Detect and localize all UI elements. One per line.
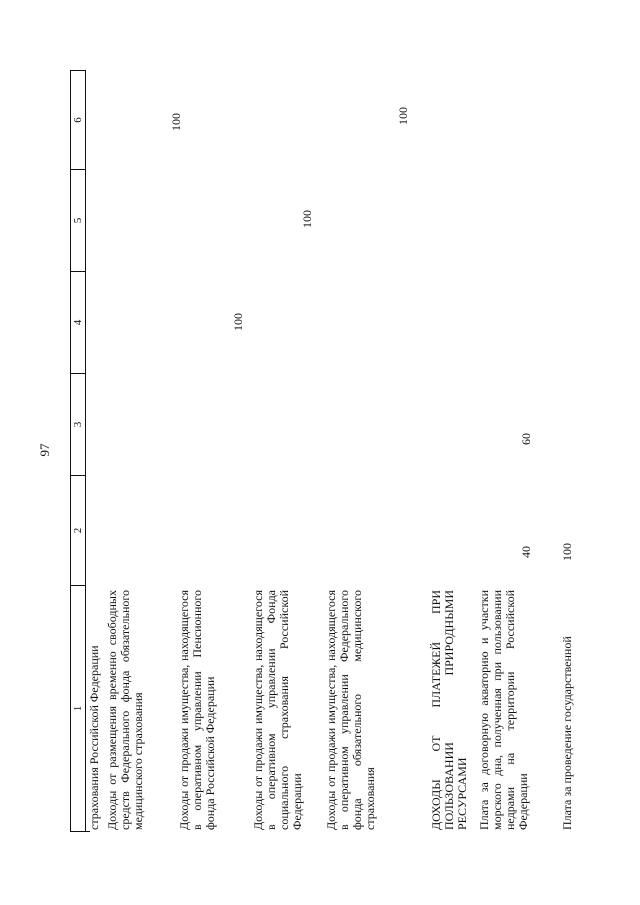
- row-value-col-6: 100: [169, 113, 183, 131]
- row-value-col-2: 100: [560, 543, 574, 561]
- row-value-col-3: 60: [519, 433, 533, 445]
- row-description: Доходы от продажи имущества, находящегося в оперативном управлении Фонда социального страхования Российской Федерации: [251, 590, 304, 830]
- header-col-4: 4: [71, 271, 85, 373]
- row-value-col-5: 100: [300, 210, 314, 228]
- row-value-col-4: 100: [231, 313, 245, 331]
- row-description: страхования Российской Федерации: [87, 645, 101, 830]
- header-col-5: 5: [71, 169, 85, 271]
- budget-table: [70, 70, 614, 832]
- row-value-col-6: 100: [396, 107, 410, 125]
- row-description: Доходы от продажи имущества, находящегося в оперативном управлении Федерального фонда обязательного медицинского страхования: [324, 590, 377, 830]
- left-border: [86, 831, 90, 832]
- header-col-2: 2: [71, 475, 85, 585]
- header-col-3: 3: [71, 373, 85, 475]
- table-header: [70, 70, 86, 832]
- page-number: 97: [37, 443, 52, 457]
- header-col-6: 6: [72, 117, 84, 123]
- row-description: Плата за договорную акваторию и участки морского дна, полученная при пользовании недрами на территории Российской Федерации: [477, 590, 530, 830]
- row-description: Доходы от продажи имущества, находящегося в оперативном управлении Пенсионного фонда Российской Федерации: [177, 590, 217, 830]
- row-value-col-2: 40: [519, 546, 533, 558]
- header-col-1: 1: [71, 585, 85, 831]
- row-description: Плата за проведение государственной: [560, 636, 574, 830]
- row-description: Доходы от размещения временно свободных средств Федерального фонда обязательного медицинского страхования: [105, 590, 145, 830]
- row-description: ДОХОДЫ ОТ ПЛАТЕЖЕЙ ПРИ ПОЛЬЗОВАНИИ ПРИРОДНЫМИ РЕСУРСАМИ: [429, 590, 469, 830]
